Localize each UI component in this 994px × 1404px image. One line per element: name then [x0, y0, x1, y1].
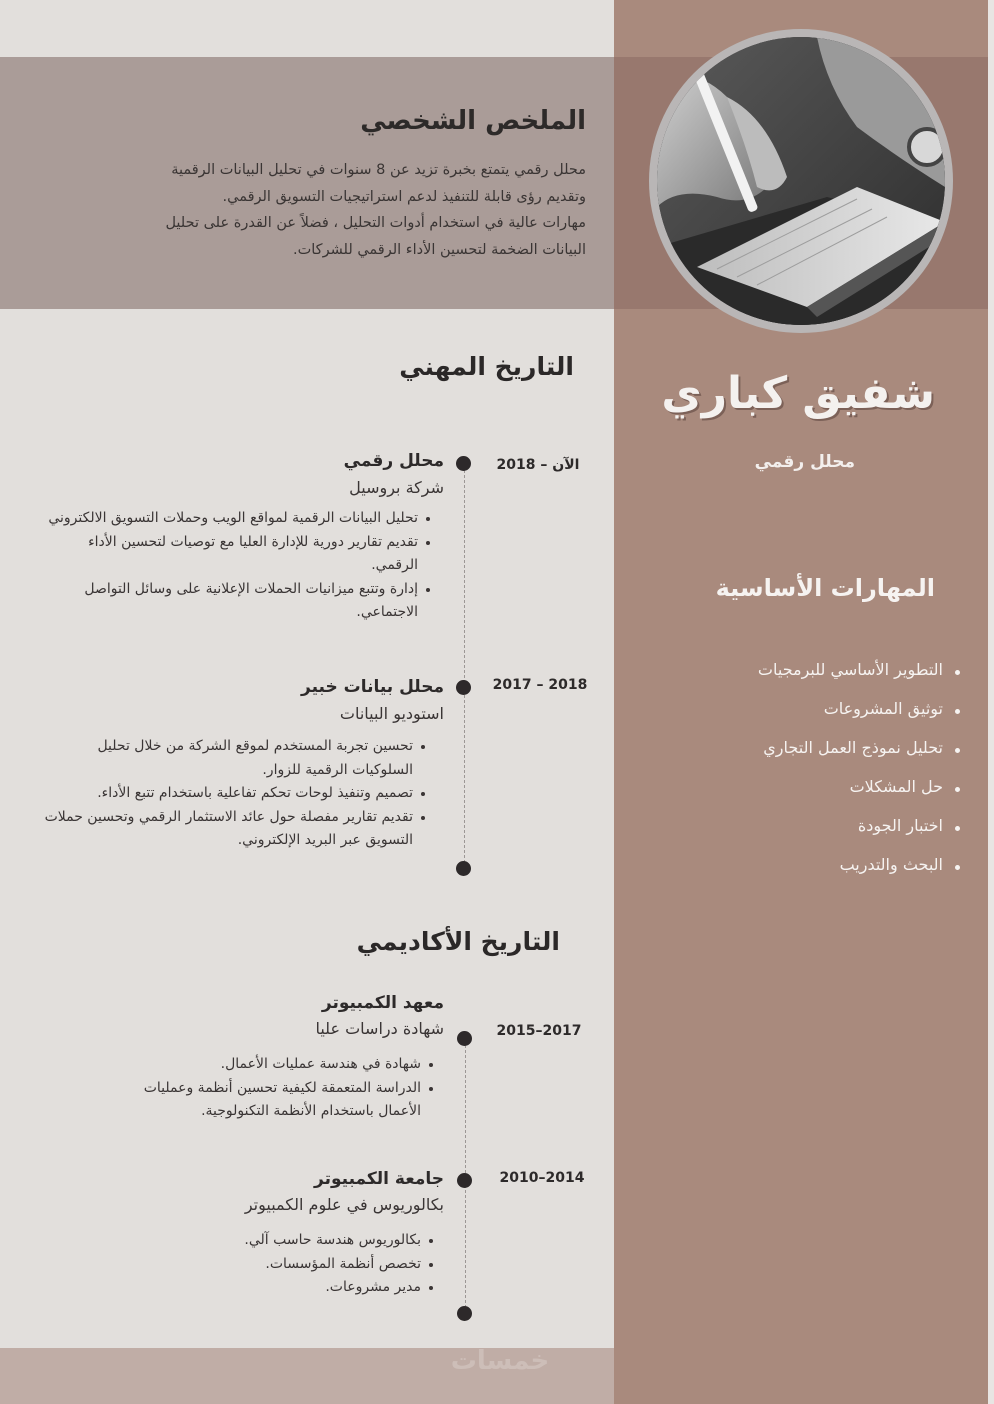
- summary-heading: الملخص الشخصي: [360, 106, 586, 136]
- career-bullets: [40, 507, 432, 625]
- candidate-name: شفيق كباري: [661, 368, 935, 419]
- education-date: 2015–2017: [496, 1023, 582, 1039]
- education-bullet: مدير مشروعات.: [150, 1276, 435, 1300]
- career-bullets: [40, 735, 427, 853]
- timeline-dot: [456, 861, 471, 876]
- skills-list: [620, 660, 960, 894]
- candidate-job-title: محلل رقمي: [754, 452, 855, 472]
- timeline-dot: [456, 456, 471, 471]
- watermark-logo: خمسات: [450, 1346, 550, 1376]
- career-heading: التاريخ المهني: [399, 352, 574, 381]
- education-bullet: الدراسة المتعمقة لكيفية تحسين أنظمة وعمليات الأعمال باستخدام الأنظمة التكنولوجية.: [110, 1077, 435, 1124]
- summary-line: البيانات الضخمة لتحسين الأداء الرقمي للشركات.: [293, 241, 586, 258]
- career-company: شركة بروسيل: [349, 478, 444, 497]
- career-company: استوديو البيانات: [339, 704, 444, 723]
- page-edge: [988, 0, 994, 1404]
- education-institution: معهد الكمبيوتر: [321, 993, 444, 1013]
- education-heading: التاريخ الأكاديمي: [356, 927, 560, 956]
- career-timeline-line: [464, 470, 465, 868]
- career-title: محلل بيانات خبير: [301, 677, 444, 697]
- career-date: 2017 – 2018: [492, 677, 588, 693]
- education-date: 2010–2014: [499, 1170, 585, 1186]
- career-title: محلل رقمي: [343, 451, 444, 471]
- education-institution: جامعة الكمبيوتر: [314, 1169, 444, 1189]
- career-bullet: تقديم تقارير دورية للإدارة العليا مع توصيات لتحسين الأداء الرقمي.: [40, 531, 432, 578]
- summary-line: مهارات عالية في استخدام أدوات التحليل ، فضلاً عن القدرة على تحليل: [165, 215, 586, 231]
- education-bullet: بكالوريوس هندسة حاسب آلي.: [150, 1229, 435, 1253]
- career-bullet: تحسين تجربة المستخدم لموقع الشركة من خلال تحليل السلوكيات الرقمية للزوار.: [40, 735, 427, 782]
- education-degree: بكالوريوس في علوم الكمبيوتر: [244, 1195, 444, 1214]
- career-bullet: تصميم وتنفيذ لوحات تحكم تفاعلية باستخدام تتبع الأداء.: [40, 782, 427, 806]
- summary-line: وتقديم رؤى قابلة للتنفيذ لدعم استراتيجيات التسويق الرقمي.: [222, 188, 586, 205]
- writing-hand-image: [657, 37, 945, 325]
- skill-item: تحليل نموذج العمل التجاري: [620, 738, 960, 777]
- education-bullet: شهادة في هندسة عمليات الأعمال.: [110, 1053, 435, 1077]
- profile-photo: [657, 37, 945, 325]
- education-bullet: تخصص أنظمة المؤسسات.: [150, 1253, 435, 1277]
- skill-item: التطوير الأساسي للبرمجيات: [620, 660, 960, 699]
- skill-item: حل المشكلات: [620, 777, 960, 816]
- career-bullet: إدارة وتتبع ميزانيات الحملات الإعلانية على وسائل التواصل الاجتماعي.: [40, 578, 432, 625]
- timeline-dot: [457, 1031, 472, 1046]
- education-bullets: [110, 1053, 435, 1124]
- education-bullets: [150, 1229, 435, 1300]
- skills-heading: المهارات الأساسية: [715, 574, 935, 602]
- summary-text: [70, 157, 586, 263]
- timeline-dot: [456, 680, 471, 695]
- career-date: الآن – 2018: [496, 457, 580, 473]
- education-degree: شهادة دراسات عليا: [315, 1019, 444, 1038]
- timeline-dot: [457, 1306, 472, 1321]
- timeline-dot: [457, 1173, 472, 1188]
- career-bullet: تقديم تقارير مفصلة حول عائد الاستثمار الرقمي وتحسين حملات التسويق عبر البريد الإلكتروني.: [40, 806, 427, 853]
- skill-item: توثيق المشروعات: [620, 699, 960, 738]
- footer-band-accent: [614, 1348, 988, 1404]
- career-bullet: تحليل البيانات الرقمية لمواقع الويب وحملات التسويق الالكتروني: [40, 507, 432, 531]
- skill-item: البحث والتدريب: [620, 855, 960, 894]
- summary-line: محلل رقمي يتمتع بخبرة تزيد عن 8 سنوات في تحليل البيانات الرقمية: [171, 162, 586, 178]
- skill-item: اختبار الجودة: [620, 816, 960, 855]
